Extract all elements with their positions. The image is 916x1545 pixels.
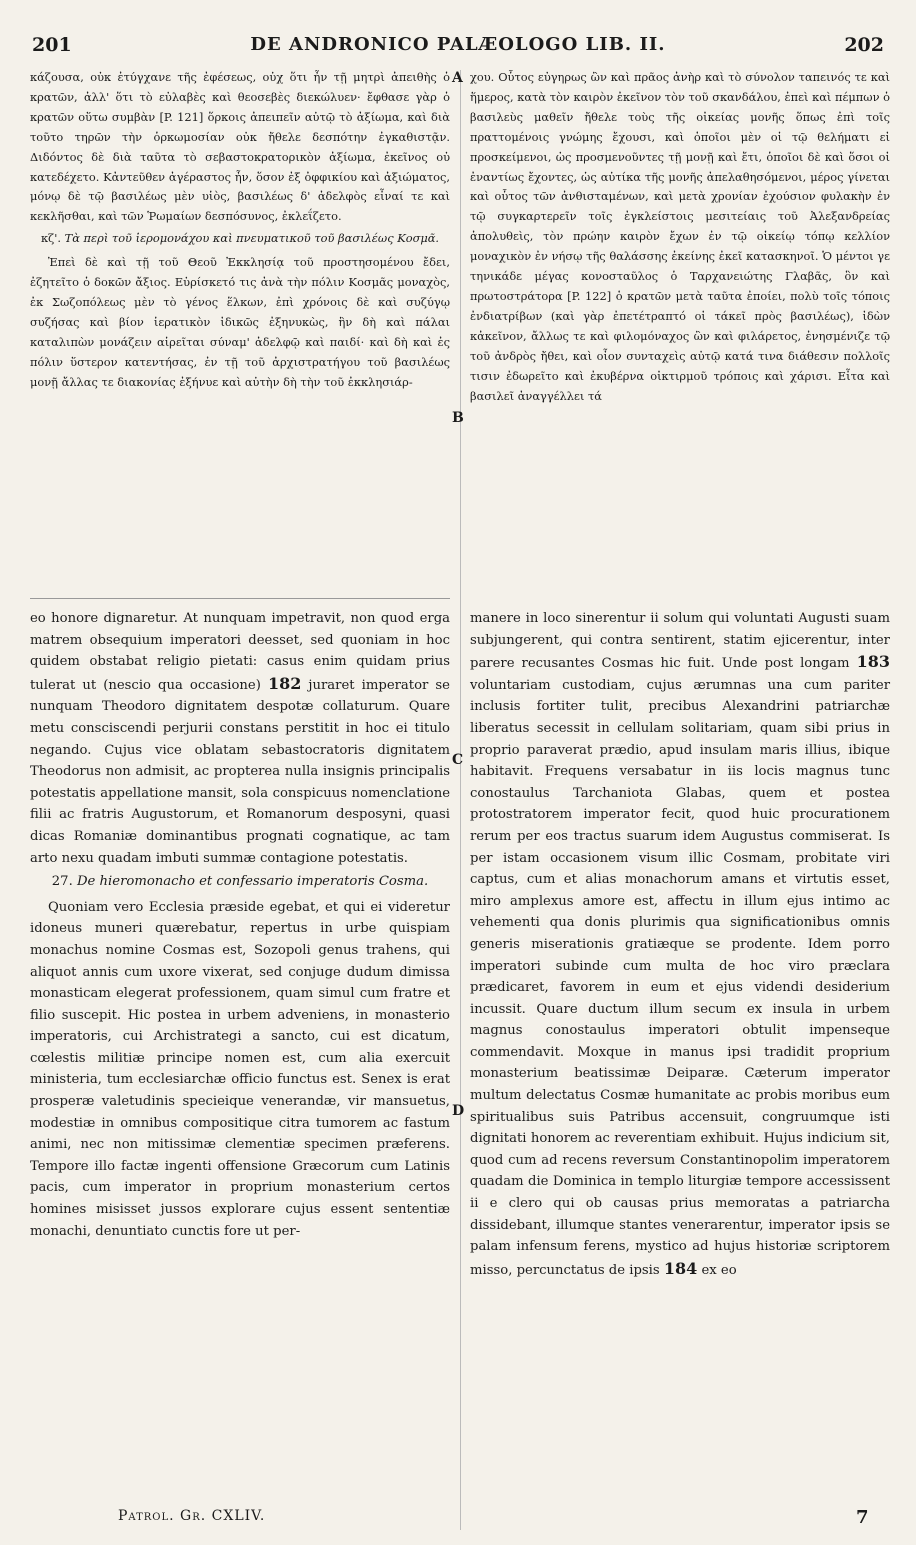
margin-letter-d: D: [452, 1103, 465, 1119]
section-divider: [30, 598, 450, 599]
page-number-right: 202: [844, 34, 884, 56]
latin-section-title: [30, 871, 450, 893]
latin-column-left: [30, 608, 450, 1242]
latin-paragraph: [30, 608, 450, 869]
latin-section-heading: De hieromonacho et confessario imperatoris Cosma.: [76, 874, 429, 890]
greek-column-left: [30, 68, 450, 393]
margin-letter-c: C: [452, 752, 464, 768]
latin-text: manere in loco sinerentur ii solum qui voluntati Augusti suam subjungerent, qui contra sentirent, statim ejicerentur, inter parere recusantes Cosmas hic fuit. Unde post longam: [470, 611, 890, 672]
footer-sheet-number: 7: [856, 1507, 869, 1528]
running-title: DE ANDRONICO PALÆOLOGO LIB. II.: [250, 34, 666, 55]
latin-paragraph: Quoniam vero Ecclesia præside egebat, et qui ei videretur idoneus muneri quærebatur, repertus in urbe quispiam monachus nomine Cosmas est, Sozopoli genus trahens, qui aliquot annis cum uxore vixerat, sed conjuge dudum dimissa monasticam elegerat professionem, quam simul cum fratre et filio suscepit. Hic postea in urbem adveniens, in monasterio imperatoris, cui Archistrategi a sancto, cui est dicatum, cœlestis militiæ principe nomen est, cum alia exercuit ministeria, tum ecclesiarchæ officio functus est. Senex is erat prosperæ valetudinis specieique venerandæ, vir mansuetus, modestiæ in omnibus compositique citra tumorem ac fastum animi, nec non mitissimæ clementiæ specimen præferens. Tempore illo factæ ingenti offensione Græcorum cum Latinis pacis, cum imperator in proprium monasterium certos homines misisset jussos explorare cujus essent sententiæ monachi, denuntiato cunctis fore ut per-: [30, 899, 450, 1239]
greek-section-number: κζ'.: [40, 231, 61, 246]
latin-section-number: 27.: [51, 874, 73, 890]
margin-letter-b: B: [452, 410, 464, 426]
latin-text: eo honore dignaretur. At nunquam impetravit, non quod erga matrem obsequium imperatori deesset, sed quoniam in hoc quidem obstabat religio pietati: casus enim quidam prius tulerat ut (nescio qua occasione): [30, 611, 450, 693]
latin-text: ex eo: [701, 1262, 737, 1278]
column-number-184: 184: [663, 1258, 698, 1278]
latin-column-right: [470, 608, 890, 1281]
greek-paragraph: χου. Οὗτος εὐγηρως ὢν καὶ πρᾶος ἀνὴρ καὶ τὸ σύνολον ταπεινός τε καὶ ἥμερος, κατὰ τὸν καιρὸν ἐκεῖνον τὸν τοῦ σκανδάλου, ἐπεὶ καὶ πέμπων ὁ βασιλεὺς μαθεῖν ἤθελε τοὺς τῆς οἰκείας μονῆς ὅπως ἐπὶ τοῖς πραττομένοις γνώμης ἔχουσι, καὶ ὁποῖοι μὲν οἱ τῷ θελήματι εἰ προσκείμενοι, ὡς προσμενοῦντες τῇ μονῇ καὶ ἔτι, ὁποῖοι δὲ καὶ ὅσοι οἱ ἐναντίως ἔχοντες, ὡς αὐτίκα τῆς μονῆς ἀπελαθησόμενοι, μέρος γίνεται καὶ οὗτος τῶν ἀνθισταμένων, καὶ μετὰ χρονίαν ἐχούσιον φυλακὴν ἐν τῷ συγκαρτερεῖν τοῖς ἐγκλείστοις μεσιτείαις τοῦ Ἀλεξανδρείας ἀπολυθεὶς, τὸν πρώην καιρὸν ἔχων ἐν τῷ οἰκείῳ τόπῳ κελλίον μοναχικὸν ἐν νήσῳ τῆς θαλάσσης ἐκείνης ἐκεῖ κατασκηνοῖ. Ὁ μέντοι γε τηνικάδε μέγας κονοσταῦλος ὁ Ταρχανειώτης Γλαβᾶς, ὃν καὶ πρωτοστράτορα [P. 122] ὁ κρατῶν μετὰ ταῦτα ἐποίει, πολὺ τοῖς τόποις ἐνδιατρίβων (καὶ γὰρ ἐπετέτραπτό οἱ τάκεῖ πρὸς βασιλέως), ἰδὼν κἀκεῖνον, ἄλλως τε καὶ φιλομόναχος ὢν καὶ φιλάρετος, ἐνησμένιζε τῷ τοῦ ἀνδρὸς ἤθει, καὶ οἷον συνταχεὶς αὐτῷ κατά τινα διάθεσιν πολλοῖς τισιν ἐδωρεῖτο καὶ ἐκυβέρνα οἰκτιρμοῦ τρόποις καὶ χάρισι. Εἶτα καὶ βασιλεῖ ἀναγγέλλει τά: [470, 70, 890, 403]
column-rule: [460, 70, 461, 1530]
greek-section-title: [30, 229, 450, 249]
greek-section-heading: Τὰ περὶ τοῦ ἱερομονάχου καὶ πνευματικοῦ τοῦ βασιλέως Κοσμᾶ.: [64, 231, 440, 246]
column-number-183: 183: [856, 652, 890, 672]
latin-text: voluntariam custodiam, cujus ærumnas una cum pariter inclusis fortiter tulit, precibus Alexandrini patriarchæ liberatus secessit in cellulam solitariam, quam sibi prius in proprio paraverat prædio, apud insulam maris illius, ibique habitavit. Frequens versabatur in iis locis magnus tunc conostaulus Tarchaniota Glabas, quem et postea protostratorem imperator fecit, quod huic procurationem rerum per eos tractus suarum idem Augustus commiserat. Is per istam occasionem visum illic Cosmam, probitate viri captus, cum et alias monachorum amans et virtutis esset, miro amplexus amore est, affectu in illum ejus intimo ac vehementi qua donis plurimis qua significationibus omnis generis miserationis gratiæque se prodente. Idem porro imperatori subinde cum multa de hoc viro præclara prædicaret, favorem in eum et ejus videndi desiderium incussit. Quare ductum illum secum ex insula in urbem magnus conostaulus imperatori obtulit impenseque commendavit. Moxque in manus ipsi tradidit proprium monasterium beatissimæ Deiparæ. Cæterum imperator multum delectatus Cosmæ humanitate ac probis moribus eum spiritualibus suis Patribus accensuit, congruumque isti dignitati honorem ac reverentiam exhibuit. Hujus indicium sit, quod cum ad recens reversum Constantinopolim imperatorem quadam die Dominica in templo liturgiæ tempore accessissent ii e clero qui ob causas prius memoratas a patriarcha dissidebant, illumque stantes venerarentur, imperator ipsis se palam infensum ferens, mystico ad hujus historiæ scriptorem misso, percunctatus de ipsis: [470, 677, 890, 1278]
greek-paragraph: κάζουσα, οὐκ ἐτύγχανε τῆς ἐφέσεως, οὐχ ὅτι ἦν τῇ μητρὶ ἀπειθὴς ὁ κρατῶν, ἀλλ' ὅτι τὸ εὐλαβὲς καὶ θεοσεβὲς διεκώλυεν· ἔφθασε γὰρ ὁ κρατῶν οὕτω συμβὰν [P. 121] ὅρκοις ἀπειπεῖν αὐτῷ τὸ ἀξίωμα, καὶ διὰ τοῦτο τηρῶν τὴν ὁρκωμοσίαν οὐκ ἤθελε δεσπότην ἐγκαθιστᾷν. Διδόντος δὲ διὰ ταῦτα τὸ σεβαστοκρατορικὸν ἀξίωμα, ἐκεῖνος οὐ κατεδέχετο. Κἀντεῦθεν ἀγέραστος ἦν, ὅσον ἐξ ὀφφικίου καὶ ἀξιώματος, μόνῳ δὲ τῷ βασιλέως μὲν υἱὸς, βασιλέως δ' ἀδελφὸς εἶναί τε καὶ κεκλῆσθαι, καὶ τῶν Ῥωμαίων δεσπόσυνος, ἐκλεΐζετο.: [30, 70, 450, 224]
latin-paragraph: [470, 608, 890, 1281]
greek-paragraph: Ἐπεὶ δὲ καὶ τῇ τοῦ Θεοῦ Ἐκκλησίᾳ τοῦ προστησομένου ἔδει, ἐζητεῖτο ὁ δοκῶν ἄξιος. Εὑρίσκετό τις ἀνὰ τὴν πόλιν Κοσμᾶς μοναχὸς, ἐκ Σωζοπόλεως μὲν τὸ γένος ἕλκων, ἐπὶ χρόνοις δὲ καὶ συζύγῳ συζήσας καὶ βίον ἱερατικὸν ἰδικῶς ἐξηνυκὼς, ἣν δὴ καὶ πάλαι καταλιπὼν μονάζειν αἱρεῖται σύναμ' ἀδελφῷ καὶ παιδί· καὶ δὴ καὶ ἐς πόλιν ὕστερον κατεντήσας, ἐν τῇ τοῦ ἀρχιστρατήγου τοῦ βασιλέως μονῇ ἄλλας τε διακονίας ἐξήνυε καὶ αὐτὴν δὴ τὴν τοῦ ἐκκλησιάρ-: [30, 255, 450, 389]
page-header: [30, 34, 886, 60]
greek-column-right: [470, 68, 890, 406]
page-number-left: 201: [32, 34, 72, 56]
latin-text: juraret imperator se nunquam Theodoro dignitatem despotæ collaturum. Quare metu consciscendi perjurii constans perstitit in hoc ei titulo negando. Cujus vice oblatam sebastocratoris dignitatem Theodorus non admisit, ac propterea nulla insignis principalis potestatis appellatione mansit, sola conspicuus nomenclatione filii ac fratris Augustorum, et Romanorum desposyni, quasi dicas Romaniæ dominantibus prognati cognatique, ac tam arto nexu quadam imbuti summæ contagione potestatis.: [30, 677, 450, 866]
column-number-182: 182: [267, 673, 302, 693]
footer-signature: Patrol. Gr. CXLIV.: [118, 1508, 266, 1524]
margin-letter-a: A: [452, 70, 463, 86]
